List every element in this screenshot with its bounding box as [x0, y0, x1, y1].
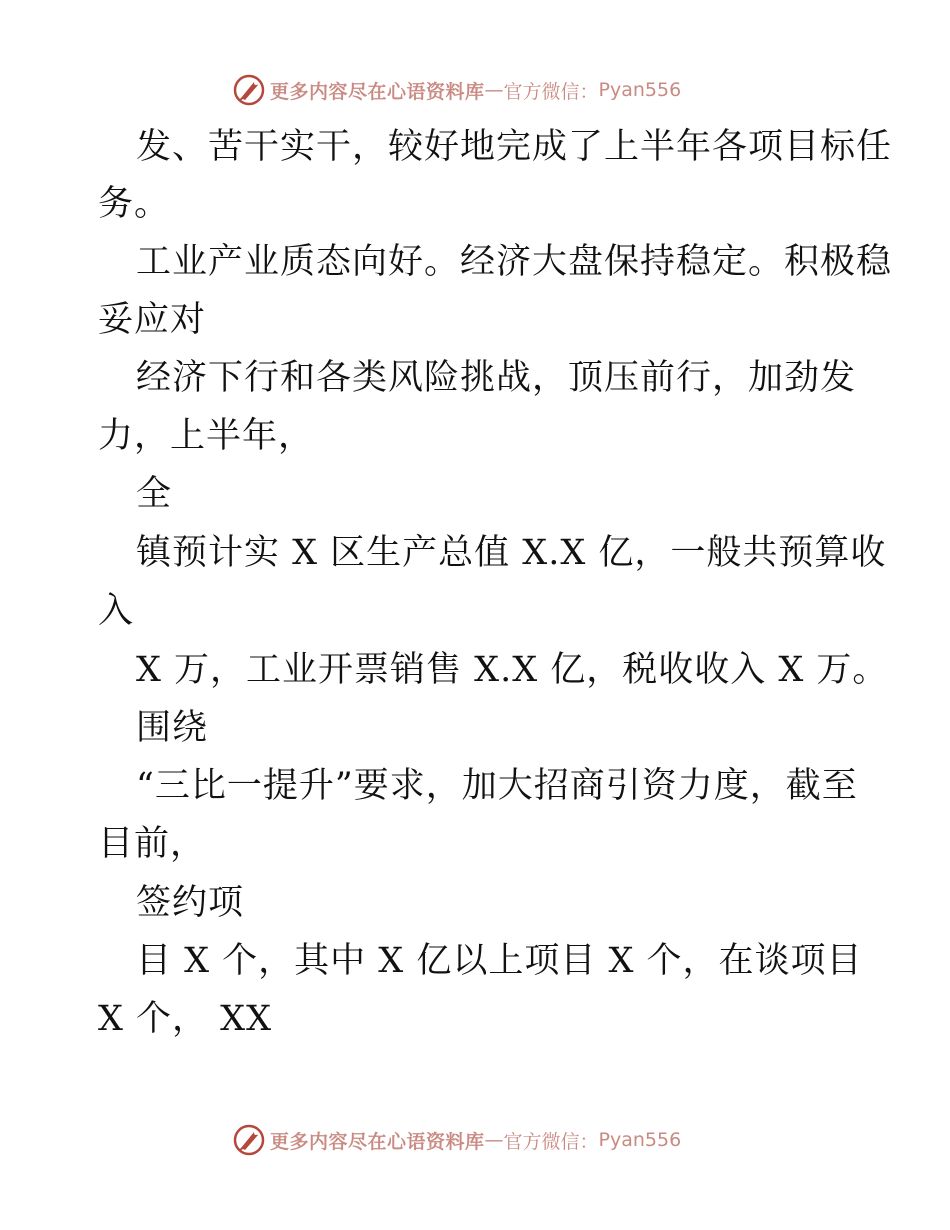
body-line: X 个， XX — [98, 999, 273, 1039]
watermark-title: 更多内容尽在心语资料库 — [270, 80, 485, 103]
footer-watermark — [232, 1122, 681, 1158]
watermark-separator: — — [484, 79, 504, 101]
body-line: 目 X 个，其中 X 亿以上项目 X 个，在谈项目 — [136, 941, 863, 981]
body-line: 镇预计实 X 区生产总值 X.X 亿，一般共预算收 — [136, 533, 887, 573]
body-line: 务。 — [98, 184, 171, 224]
body-line: 目前， — [98, 824, 207, 864]
body-line: 签约项 — [136, 883, 245, 923]
header-watermark — [232, 72, 681, 108]
quill-pen-logo-icon — [232, 73, 266, 107]
body-line: 入 — [98, 591, 135, 631]
watermark-wechat-id: Pyan556 — [598, 79, 682, 101]
body-line: 发、苦干实干，较好地完成了上半年各项目标任 — [136, 127, 893, 167]
watermark-wechat-id: Pyan556 — [598, 1129, 682, 1151]
body-line: “三比一提升”要求，加大招商引资力度，截至 — [136, 766, 858, 806]
body-line: X 万，工业开票销售 X.X 亿，税收收入 X 万。 — [136, 650, 889, 690]
body-line: 工业产业质态向好。经济大盘保持稳定。积极稳 — [136, 242, 893, 282]
watermark-title: 更多内容尽在心语资料库 — [270, 1130, 485, 1153]
quill-pen-logo-icon — [232, 1123, 266, 1157]
watermark-wechat-label: 官方微信： — [503, 1130, 599, 1153]
body-line: 力，上半年， — [98, 416, 315, 456]
watermark-separator: — — [484, 1129, 504, 1151]
body-line: 妥应对 — [98, 300, 207, 340]
body-line: 全 — [136, 474, 173, 514]
body-line: 围绕 — [136, 708, 209, 748]
body-line: 经济下行和各类风险挑战，顶压前行，加劲发 — [136, 358, 857, 398]
watermark-wechat-label: 官方微信： — [503, 80, 599, 103]
